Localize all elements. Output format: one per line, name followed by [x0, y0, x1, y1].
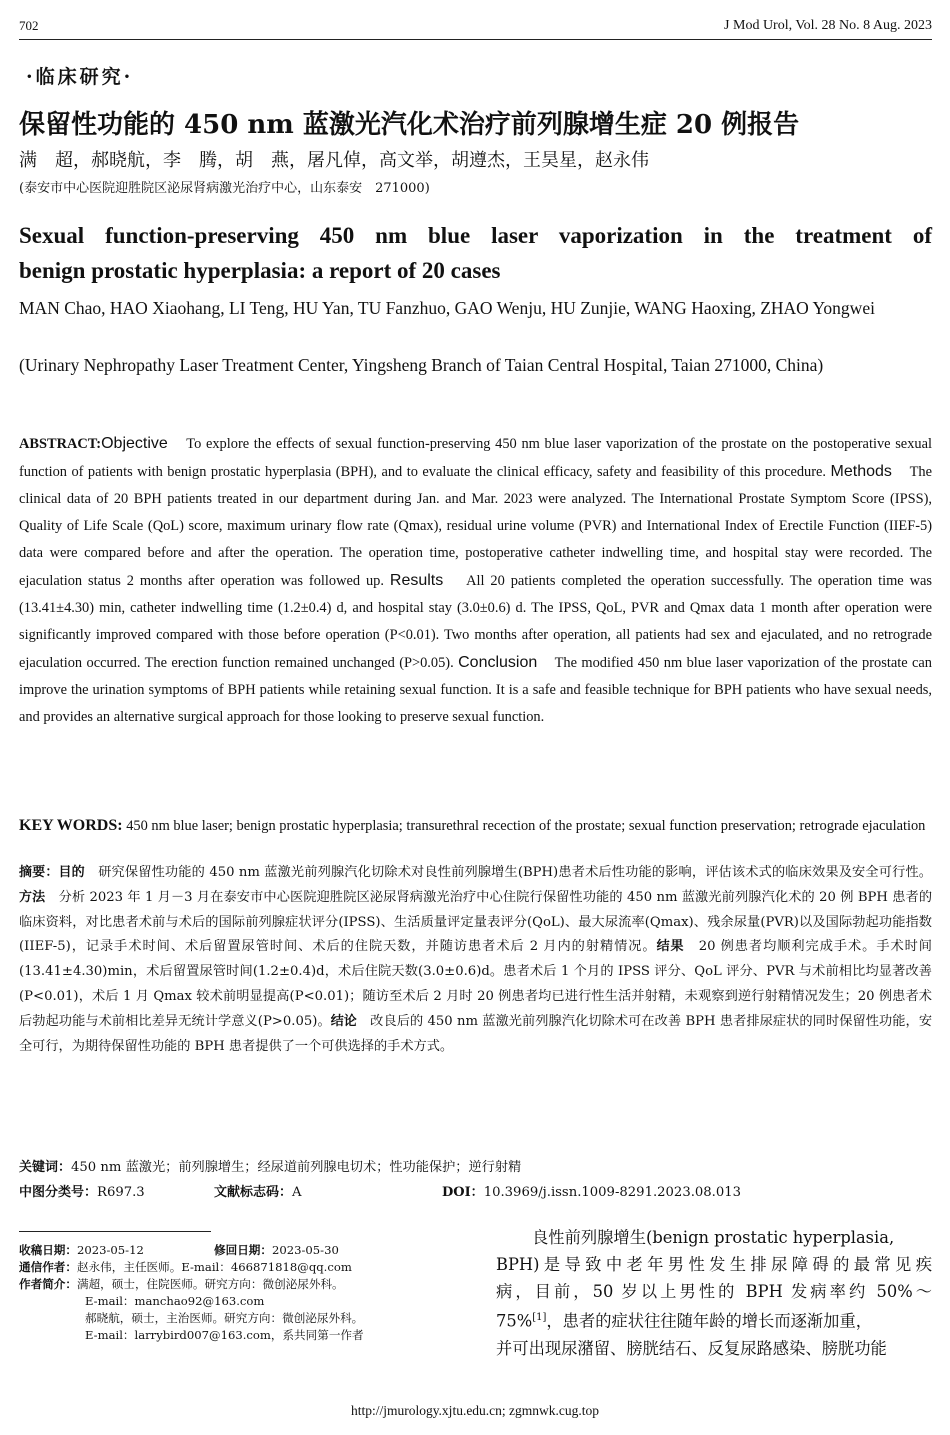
body-line4 — [496, 1305, 932, 1335]
citation-1[interactable]: [1] — [532, 1312, 547, 1324]
keywords-en — [19, 812, 932, 840]
keywords-en-text: 450 nm blue laser; benign prostatic hyperplasia; transurethral recection of the prostate; sexual function preservation; retrograde ejaculation — [126, 818, 926, 834]
body-line2: BPH)是导致中老年男性发生排尿障碍的最常见疾 — [496, 1254, 932, 1274]
corresponding-text: 赵永伟，主任医师。E-mail：466871818@qq.com — [76, 1260, 352, 1274]
clc-field — [19, 1181, 145, 1205]
abstract-cn — [19, 861, 932, 1059]
cn-results-text: 20 例患者均顺利完成手术。手术时间(13.41±4.30)min，术后留置尿管时间(1.2±0.4)d，术后住院天数(3.0±0.6)d。患者术后 1 个月的 IPSS 评分、QoL 评分、PVR 与术前相比均显著改善(P<0.01)，术后 1 月 Qmax 较术前明显提高(P<0.01)；随访至术后 2 月时 20 例患者均已进行性生活并射精，未观察到逆行射精情况发生；20 例患者术后勃起功能与术前相比差异无统计学意义(P>0.05)。 — [19, 939, 932, 1029]
objective-text: To explore the effects of sexual function-preserving 450 nm blue laser vaporization of the prostate on the postoperative sexual function of patients with benign prostatic hyperplasia (BPH), and to evaluate the clinical efficacy, safety and feasibility of this procedure. — [19, 436, 932, 480]
abstract-cn-label: 摘要： — [19, 865, 59, 880]
keywords-cn — [19, 1156, 932, 1180]
cn-objective-label: 目的 — [58, 865, 85, 880]
body-line3: 病，目前，50 岁以上男性的 BPH 发病率约 50%～ — [496, 1281, 932, 1301]
corresponding-label: 通信作者： — [19, 1260, 77, 1274]
keywords-cn-label: 关键词： — [19, 1160, 72, 1175]
conclusion-label: Conclusion — [458, 654, 538, 671]
received-label: 收稿日期： — [19, 1243, 77, 1257]
footnote-bio-1 — [19, 1276, 479, 1293]
clc-label: 中图分类号： — [19, 1185, 98, 1200]
revised-label: 修回日期： — [214, 1243, 272, 1257]
cn-authors: 满 超，郝晓航，李 腾，胡 燕，屠凡倬，高文举，胡遵杰，王昊星，赵永伟 — [19, 150, 649, 171]
bio-line2: E-mail：manchao92@163.com — [85, 1294, 265, 1308]
doi-value: 10.3969/j.issn.1009-8291.2023.08.013 — [483, 1185, 742, 1200]
footnote — [19, 1242, 479, 1344]
cn-affiliation: (泰安市中心医院迎胜院区泌尿肾病激光治疗中心，山东泰安 271000) — [19, 181, 430, 196]
doi-field — [442, 1181, 741, 1205]
cn-results-label: 结果 — [656, 939, 685, 955]
body-line1: 良性前列腺增生(benign prostatic hyperplasia, — [532, 1228, 895, 1247]
journal-header: J Mod Urol, Vol. 28 No. 8 Aug. 2023 — [724, 18, 932, 33]
footnote-corresponding — [19, 1259, 479, 1276]
results-text: All 20 patients completed the operation successfully. The operation time was (13.41±4.30) min, catheter indwelling time (1.2±0.4) d, and hospital stay (3.0±0.6) d. The IPSS, QoL, PVR and Qmax data 1 month after operation were significantly improved compared with those before operation (P<0.01). Two months after operation, all patients had sex and ejaculated, and no retrograde ejaculation occurred. The erection function remained unchanged (P>0.05). — [19, 573, 932, 671]
objective-label: Objective — [101, 435, 168, 452]
cn-objective-text: 研究保留性功能的 450 nm 蓝激光前列腺汽化切除术对良性前列腺增生(BPH)患者术后性功能的影响，评估该术式的临床效果及安全可行性。 — [98, 865, 932, 880]
revised-date: 2023-05-30 — [271, 1243, 339, 1257]
en-title-line1: Sexual function-preserving 450 nm blue laser vaporization in the treatment of — [19, 223, 932, 248]
keywords-cn-text: 450 nm 蓝激光；前列腺增生；经尿道前列腺电切术；性功能保护；逆行射精 — [71, 1160, 522, 1175]
bio-line4: E-mail：larrybird007@163.com，系共同第一作者 — [85, 1328, 364, 1342]
results-label: Results — [389, 572, 444, 589]
cn-conclusion-text: 改良后的 450 nm 蓝激光前列腺汽化切除术可在改善 BPH 患者排尿症状的同时保留性功能，安全可行，为期待保留性功能的 BPH 患者提供了一个可供选择的手术方式。 — [19, 1013, 933, 1054]
doc-field — [214, 1181, 302, 1205]
section-label: ·临床研究· — [26, 66, 134, 88]
cn-methods-label: 方法 — [19, 889, 46, 905]
methods-text: The clinical data of 20 BPH patients treated in our department during Jan. and Mar. 2023 were analyzed. The International Prostate Symptom Score (IPSS), Quality of Life Scale (QoL) score, maximum urinary flow rate (Qmax), residual urine volume (PVR) and International Index of Erectile Function (IIEF-5) data were compared before and after the operation. The operation time, postoperative catheter indwelling time, and hospital stay were recorded. The ejaculation status 2 months after operation was followed up. — [19, 464, 932, 589]
header-rule — [19, 39, 932, 40]
doc-value: A — [292, 1185, 302, 1200]
bio-line1: 满超，硕士，住院医师。研究方向：微创泌尿外科。 — [76, 1277, 344, 1291]
keywords-en-label: KEY WORDS: — [19, 817, 123, 834]
footnote-rule — [19, 1231, 211, 1232]
body-column — [496, 1225, 932, 1362]
received-date: 2023-05-12 — [76, 1243, 144, 1257]
methods-label: Methods — [830, 463, 892, 480]
en-title-line2: benign prostatic hyperplasia: a report of 20 cases — [19, 258, 501, 283]
en-authors: MAN Chao, HAO Xiaohang, LI Teng, HU Yan, TU Fanzhuo, GAO Wenju, HU Zunjie, WANG Haoxing, ZHAO Yongwei — [19, 298, 875, 318]
footnote-dates — [19, 1242, 479, 1259]
body-line5: 并可出现尿潴留、膀胱结石、反复尿路感染、膀胱功能 — [496, 1338, 887, 1358]
clc-value: R697.3 — [97, 1185, 145, 1200]
revised-field — [214, 1242, 339, 1259]
en-affiliation: (Urinary Nephropathy Laser Treatment Center, Yingsheng Branch of Taian Central Hospital, Taian 271000, China) — [19, 355, 824, 375]
bio-line3: 郝晓航，硕士，主治医师。研究方向：微创泌尿外科。 — [85, 1311, 364, 1325]
doi-label: DOI： — [442, 1185, 484, 1200]
doc-label: 文献标志码： — [214, 1185, 293, 1200]
body-line4-pre: 75% — [496, 1311, 533, 1331]
page-number: 702 — [19, 18, 39, 33]
abstract-en-label: ABSTRACT: — [19, 436, 102, 452]
body-line4-post: ，患者的症状往往随年龄的增长而逐渐加重， — [546, 1311, 873, 1331]
conclusion-text: The modified 450 nm blue laser vaporization of the prostate can improve the urination symptoms of BPH patients while retaining sexual function. It is a safe and feasible technique for BPH patients who have sexual needs, and provides an alternative surgical approach for those looking to preserve sexual function. — [19, 655, 932, 725]
bio-label: 作者简介： — [19, 1277, 77, 1291]
abstract-en — [19, 430, 932, 731]
footer-urls[interactable]: http://jmurology.xjtu.edu.cn; zgmnwk.cug.top — [350, 1403, 600, 1418]
cn-title: 保留性功能的 450 nm 蓝激光汽化术治疗前列腺增生症 20 例报告 — [19, 110, 800, 140]
cn-methods-text: 分析 2023 年 1 月－3 月在泰安市中心医院迎胜院区泌尿肾病激光治疗中心住院行保留性功能的 450 nm 蓝激光前列腺汽化术的 20 例 BPH 患者的临床资料，对比患者术前与术后的国际前列腺症状评分(IPSS)、生活质量评定量表评分(QoL)、最大尿流率(Qmax)、残余尿量(PVR)以及国际勃起功能指数(IIEF-5)，记录手术时间、术后留置尿管时间、术后的住院天数，并随访患者术后 2 月内的射精情况。 — [19, 889, 933, 955]
cn-conclusion-label: 结论 — [330, 1013, 357, 1029]
